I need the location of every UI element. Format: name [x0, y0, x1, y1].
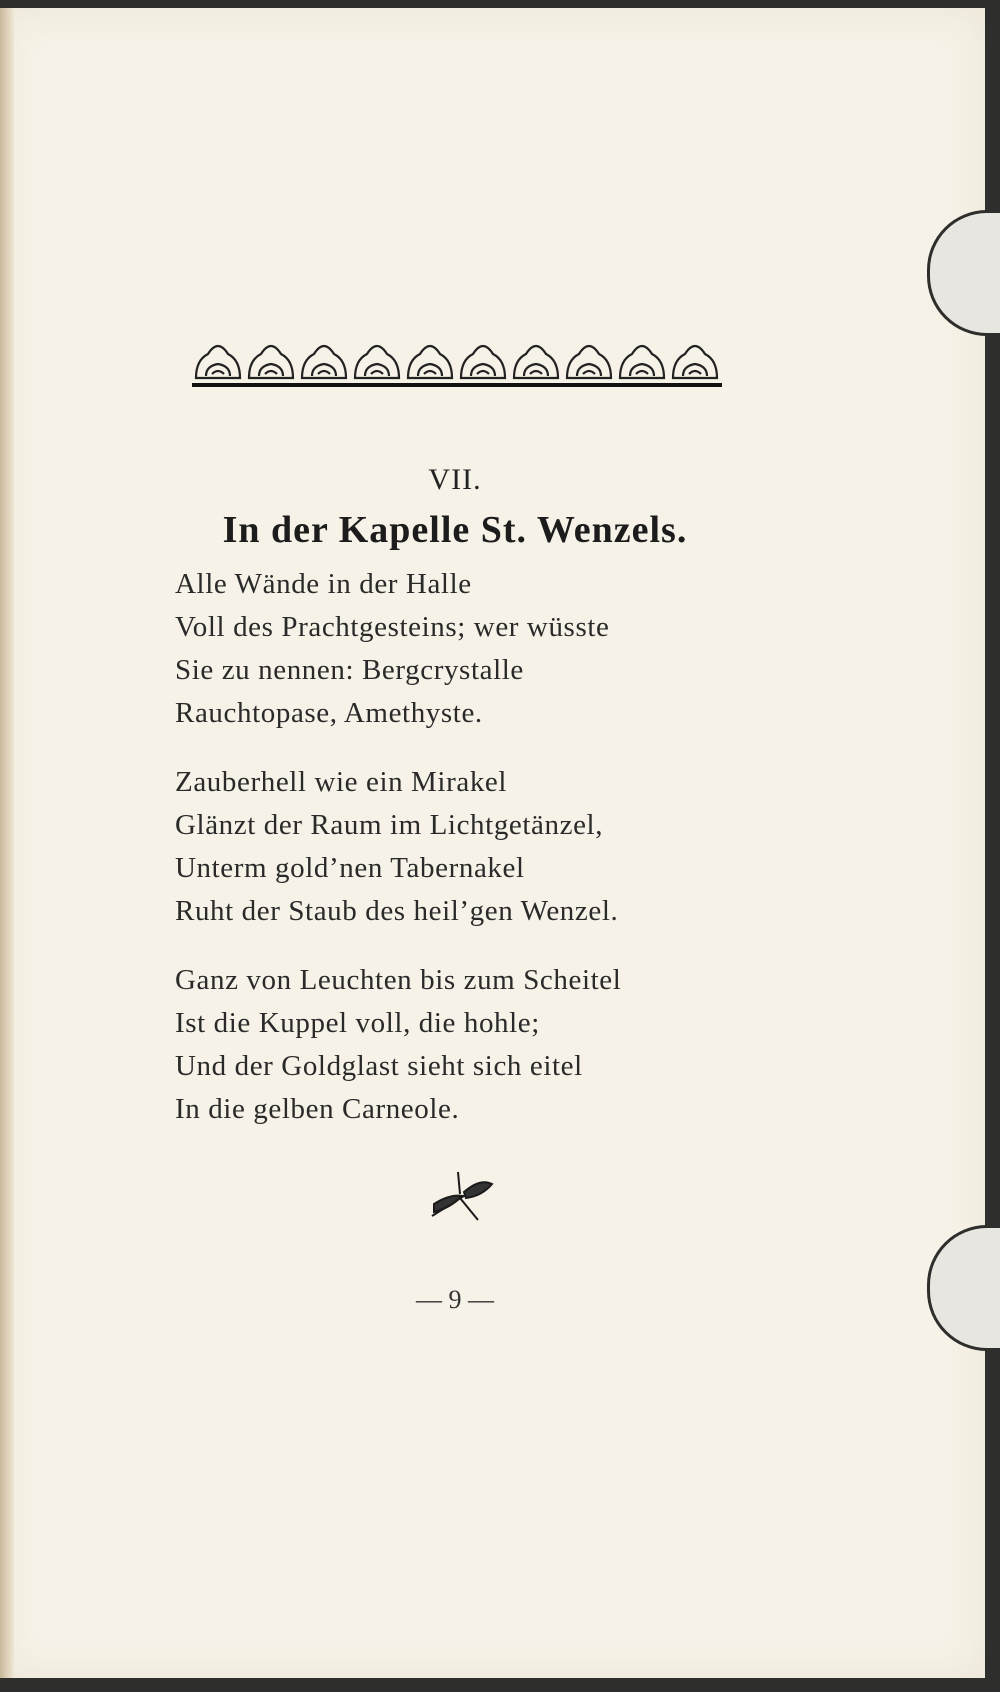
chapter-title: In der Kapelle St. Wenzels.: [222, 509, 688, 551]
page-number: — 9 —: [416, 1285, 494, 1314]
stanza: [175, 761, 735, 933]
poem-line: Voll des Prachtgesteins; wer wüsste: [175, 611, 610, 643]
ornament-motif: [567, 346, 611, 378]
ornament-motif: [408, 346, 452, 378]
ornament-motif: [355, 346, 399, 378]
page-spine-edge: [0, 8, 14, 1678]
ornament-motif: [620, 346, 664, 378]
stanza: [175, 563, 735, 735]
ornament-motif: [514, 346, 558, 378]
ornamental-border-icon: [192, 330, 722, 390]
poem-line: Ruht der Staub des heil’gen Wenzel.: [175, 895, 619, 927]
ornament-motif: [196, 346, 240, 378]
ornament-motif: [249, 346, 293, 378]
poem-line: Ganz von Leuchten bis zum Scheitel: [175, 964, 622, 996]
poem-line: In die gelben Carneole.: [175, 1093, 460, 1125]
poem-line: Und der Goldglast sieht sich eitel: [175, 1050, 583, 1082]
ornament-motif: [461, 346, 505, 378]
poem-line: Alle Wände in der Halle: [175, 568, 472, 600]
ornament-motif: [302, 346, 346, 378]
poem-line: Unterm gold’nen Tabernakel: [175, 852, 525, 884]
book-page: [0, 8, 985, 1678]
poem-line: Ist die Kuppel voll, die hohle;: [175, 1007, 540, 1039]
stanza: [175, 959, 735, 1131]
dragonfly-icon: [420, 1168, 500, 1228]
poem-line: Sie zu nennen: Bergcrystalle: [175, 654, 524, 686]
poem: [175, 563, 735, 1157]
poem-line: Zauberhell wie ein Mirakel: [175, 766, 508, 798]
poem-line: Glänzt der Raum im Lichtgetänzel,: [175, 809, 604, 841]
chapter-numeral: VII.: [428, 463, 482, 496]
ornament-motif: [673, 346, 717, 378]
poem-line: Rauchtopase, Amethyste.: [175, 697, 483, 729]
